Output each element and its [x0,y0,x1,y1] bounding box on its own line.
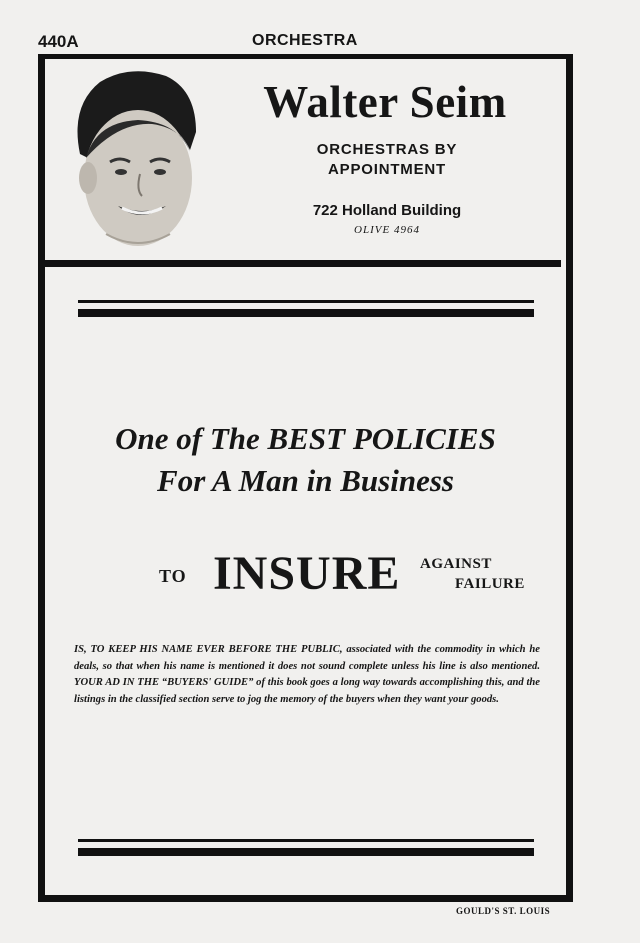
lower-rule-thick [78,848,534,856]
lower-rule-thin [78,839,534,842]
to-word: TO [159,566,187,586]
lower-double-rule [78,839,534,856]
phone-number: OLIVE 4964 [354,224,420,236]
printer-imprint: GOULD'S ST. LOUIS [456,906,551,916]
insure-word: INSURE [213,547,401,600]
failure-word: FAILURE [455,576,525,592]
page-number: 440A [38,32,79,51]
frame-right-border [566,54,573,902]
top-border-rule [38,54,572,59]
tagline-line-2: APPOINTMENT [328,161,446,178]
ad-divider-rule [45,260,561,267]
frame-bottom-border [38,895,573,902]
tagline [262,140,512,180]
section-heading: ORCHESTRA [252,32,358,49]
headline [45,418,566,502]
address: 722 Holland Building [312,202,462,219]
headline-line-1: One of The BEST POLICIES [115,421,496,456]
advertiser-name: Walter Seim [263,77,507,127]
body-paragraph: IS, TO KEEP HIS NAME EVER BEFORE THE PUBLIC, associated with the commodity in which he deals, so that when his name is mentioned it does not sound complete unless his line is also mentioned. YOUR AD IN THE “BUYERS' GUIDE” of this book goes a long way towards accomplishing this, and the listings in the classified section serve to jog the memory of the buyers when they want your goods. [74,644,540,705]
portrait-photo [66,66,200,252]
frame-left-border [38,54,45,902]
upper-rule-thin [78,300,534,303]
upper-double-rule [78,300,534,317]
headline-line-2: For A Man in Business [157,463,454,498]
upper-rule-thick [78,309,534,317]
tagline-line-1: ORCHESTRAS BY [316,141,458,158]
against-word: AGAINST [420,556,492,572]
